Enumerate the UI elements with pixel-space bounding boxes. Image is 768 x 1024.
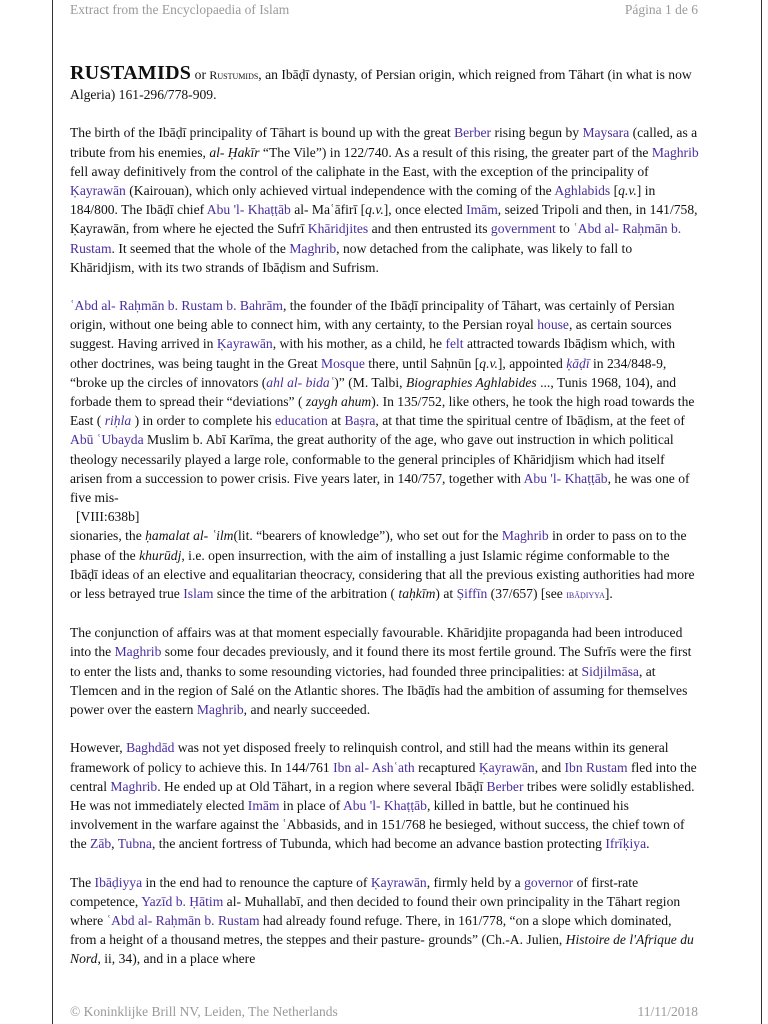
text-run: ] in 184/800. The Ibāḍī chief xyxy=(70,183,656,218)
text-run: , the ancient fortress of Tubunda, which had become an advance bastion protecting xyxy=(151,836,606,852)
text-run: fell away definitively from the control of the caliphate in the East, with the exception of the principality of xyxy=(70,163,649,179)
cross-reference-link[interactable]: Berber xyxy=(454,125,492,141)
cross-reference-link[interactable]: Sidjilmāsa xyxy=(581,663,639,679)
text-run: (37/657) [see xyxy=(487,586,567,602)
variant-prefix: or xyxy=(194,67,206,82)
text-run: ) in order to complete his xyxy=(131,413,276,429)
text-run: some four decades previously, and it found there its most fertile ground. The Sufrīs were the first to enter the lists and, thanks to some resounding victories, had founded three principalities: at xyxy=(70,644,692,679)
cross-reference-link[interactable]: Berber xyxy=(486,778,524,794)
cross-reference-link[interactable]: Baghdād xyxy=(126,740,175,756)
text-run: al- Muhallabī, and then decided to found their own principality in the Tāhart region where xyxy=(70,893,681,928)
cross-reference-link[interactable]: Tubna xyxy=(117,836,152,852)
cross-reference-link[interactable]: Imām xyxy=(247,797,280,813)
text-run: , i.e. open insurrection, with the aim of installing a just Islamic régime conformable to the Ibāḍī ideas of an elective and equalitarian theocracy, considering that all the previous existing authorities had more or less betrayed true xyxy=(70,547,695,602)
paragraph-1 xyxy=(70,123,700,277)
intro-text: , an Ibāḍī dynasty, of Persian origin, which reigned from Tāhart (in what is now Algeria) 161-296/778-909. xyxy=(70,67,692,103)
paragraph-5 xyxy=(70,873,700,969)
cross-reference-link[interactable]: education xyxy=(275,413,328,429)
text-run: recaptured xyxy=(414,759,479,775)
variant-name: Rustumids xyxy=(209,68,259,82)
text-run: However, xyxy=(70,740,127,756)
text-run: tribes were solidly established. He was not immediately elected xyxy=(70,778,695,813)
cross-reference-link[interactable]: Ibn Rustam xyxy=(564,759,628,775)
text-run: (called, as a tribute from his enemies, xyxy=(70,125,698,160)
cross-reference-link[interactable]: ʿAbd al- Raḥmān b. Rustam xyxy=(70,221,682,256)
text-run: , at Tlemcen and in the region of Salé on the Atlantic shores. The Ibāḍīs had the ambition of assuming for themselves power over the eastern xyxy=(70,663,688,718)
source-title: Extract from the Encyclopaedia of Islam xyxy=(70,2,290,17)
text-run: , as certain sources suggest. Having arrived in xyxy=(70,317,672,352)
italic-term: Biographies Aghlabides xyxy=(405,374,537,390)
cross-reference-link[interactable]: Abu 'l- Khaṭṭāb xyxy=(342,797,427,813)
cross-reference-link[interactable]: Baṣra xyxy=(344,413,376,429)
cross-reference-link[interactable]: Maghrib xyxy=(501,528,549,544)
cross-reference-link[interactable]: Maysara xyxy=(582,125,630,141)
cross-reference-link[interactable]: Abū ʿUbayda xyxy=(70,432,144,448)
italic-term: q.v. xyxy=(479,355,498,371)
paragraph-3 xyxy=(70,623,700,719)
italic-term: zaygh ahum xyxy=(305,394,372,410)
text-run: (Kairouan), which only achieved virtual independence with the coming of the xyxy=(125,183,555,199)
copyright-notice: © Koninklijke Brill NV, Leiden, The Netherlands xyxy=(70,1004,338,1019)
running-footer xyxy=(70,1004,698,1024)
text-run: rising begun by xyxy=(491,125,583,141)
cross-reference-link[interactable]: Yazīd b. Ḥātim xyxy=(141,893,224,909)
text-run: ..., Tunis 1968, 104), and forbade them to spread their “deviations” ( xyxy=(70,374,677,410)
cross-reference-link[interactable]: Maghrib xyxy=(114,644,162,660)
cross-reference-link[interactable]: Ḳayrawān xyxy=(216,336,273,352)
cross-reference-link[interactable]: ḳāḍī xyxy=(566,355,590,371)
text-run: , ii, 34), and in a place where xyxy=(97,951,256,967)
text-run: . xyxy=(646,836,650,852)
paragraph-2-part-2 xyxy=(70,528,695,601)
print-date: 11/11/2018 xyxy=(637,1004,698,1019)
cross-reference-link[interactable]: Maghrib xyxy=(196,702,244,718)
text-run: in order to pass on to the phase of the xyxy=(70,528,687,563)
cross-reference-link[interactable]: Ibāḍiyya xyxy=(94,874,143,890)
cross-reference-link[interactable]: Zāb xyxy=(90,836,112,852)
text-run: since the time of the arbitration ( xyxy=(213,586,399,602)
text-run: . He ended up at Old Tāhart, in a region where several Ibāḍī xyxy=(157,778,487,794)
cross-reference-link[interactable]: Aghlabids xyxy=(554,183,611,199)
paragraph-2-part-1 xyxy=(70,298,694,505)
cross-reference-link[interactable]: Ṣiffīn xyxy=(456,586,488,602)
cross-reference-link[interactable]: Maghrib xyxy=(289,240,337,256)
italic-term: q.v. xyxy=(365,202,384,218)
running-header xyxy=(70,2,698,20)
cross-reference-link[interactable]: ibāḍiyya xyxy=(566,587,605,602)
text-run: , xyxy=(111,836,118,852)
text-run: , and nearly succeeded. xyxy=(243,702,371,718)
italic-term: Histoire de l'Afrique du Nord xyxy=(70,932,694,967)
cross-reference-link[interactable]: Imām xyxy=(466,202,498,218)
text-run: there, until Saḥnūn [ xyxy=(364,355,480,371)
text-run: , and xyxy=(534,759,565,775)
text-run: ], once elected xyxy=(383,202,467,218)
cross-reference-link[interactable]: house xyxy=(537,317,569,333)
cross-reference-link[interactable]: Maghrib xyxy=(651,144,699,160)
italic-term: khurūdj xyxy=(139,547,182,563)
text-run: ], appointed xyxy=(497,355,567,371)
text-run: to xyxy=(555,221,574,237)
text-run: in place of xyxy=(279,797,343,813)
text-run: . It seemed that the whole of the xyxy=(111,240,290,256)
cross-reference-link[interactable]: Abu 'l- Khaṭṭāb xyxy=(523,470,608,486)
cross-reference-link[interactable]: Ḳayrawān xyxy=(370,874,427,890)
paragraph-4 xyxy=(70,738,700,853)
cross-reference-link[interactable]: Maghrib xyxy=(110,778,158,794)
paragraph-2 xyxy=(70,296,700,604)
text-run: had already found refuge. There, in 161/778, “on a slope which dominated, from a height of a thousand metres, the steppes and their pasture- grounds” (Ch.-A. Julien, xyxy=(70,912,672,948)
cross-reference-link[interactable]: ahl al- bidaʿ xyxy=(266,374,335,390)
text-run: at xyxy=(327,413,345,429)
text-run: , with his mother, as a child, he xyxy=(272,336,446,352)
headword: RUSTAMIDS xyxy=(70,62,192,84)
cross-reference-link[interactable]: government xyxy=(490,221,556,237)
text-run: in the end had to renounce the capture of xyxy=(142,874,371,890)
italic-term: taḥkīm xyxy=(398,586,436,602)
page-indicator: Página 1 de 6 xyxy=(624,2,698,17)
cross-reference-link[interactable]: Ḳayrawān xyxy=(70,183,126,199)
text-run: fled into the central xyxy=(70,759,697,794)
text-run: “The Vile”) in 122/740. As a result of this rising, the greater part of the xyxy=(259,144,652,160)
text-run: The conjunction of affairs was at that moment especially favourable. Khāridjite propaganda had been introduced into the xyxy=(70,625,683,660)
text-run: attracted towards Ibāḍism which, with other doctrines, was being taught in the Great xyxy=(70,336,675,371)
text-run: ]. xyxy=(604,586,613,602)
cross-reference-link[interactable]: Ḳayrawān xyxy=(478,759,535,775)
article-intro xyxy=(70,64,700,104)
cross-reference-link[interactable]: Islam xyxy=(183,586,214,602)
cross-reference-link[interactable]: governor xyxy=(524,874,574,890)
article-body xyxy=(70,64,700,988)
cross-reference-link[interactable]: Ifrīḳiya xyxy=(605,836,647,852)
text-run: , at that time the spiritual centre of Ibāḍism, at the feet of xyxy=(375,413,685,429)
text-run: was not yet disposed freely to relinquish control, and still had the means within its general framework of policy to achieve this. In 144/761 xyxy=(70,740,669,775)
text-run: of first-rate competence, xyxy=(70,874,639,909)
text-run: , firmly held by a xyxy=(426,874,525,890)
text-run: , killed in battle, but he continued his involvement in the warfare against the ʿAbbasids, and in 151/768 he besieged, without success, the chief town of the xyxy=(70,797,685,852)
italic-term: al- Ḥakīr xyxy=(209,144,260,160)
text-run: ) at xyxy=(435,586,457,602)
text-run: , now detached from the caliphate, was likely to fall to Khāridjism, with its two strands of Ibāḍism and Sufrism. xyxy=(70,240,633,275)
text-run: and then entrusted its xyxy=(368,221,491,237)
text-run: [ xyxy=(610,183,619,199)
text-run: in 234/848-9, “broke up the circles of innovators ( xyxy=(70,355,667,390)
text-run: , the founder of the Ibāḍī principality of Tāhart, was certainly of Persian origin, without one being able to connect him, with any certainty, to the Persian royal xyxy=(70,298,675,333)
cross-reference-link[interactable]: Khāridjites xyxy=(307,221,369,237)
folio-marker: [VIII:638b] xyxy=(76,509,140,525)
italic-term: ḥamalat al- ʿilm xyxy=(145,528,234,544)
cross-reference-link[interactable]: riḥla xyxy=(104,413,132,429)
cross-reference-link[interactable]: Mosque xyxy=(321,355,365,371)
text-run: sionaries, the xyxy=(70,528,146,544)
text-run: , seized Tripoli and then, in 141/758, Ḳayrawān, from where he ejected the Sufrī xyxy=(70,202,698,237)
text-run: The xyxy=(70,874,95,890)
italic-term: q.v. xyxy=(618,183,637,199)
text-run: ). In 135/752, like others, he took the high road towards the East ( xyxy=(70,394,695,429)
text-run: al- Maʿāfirī [ xyxy=(290,202,366,218)
text-run: , he was one of five mis- xyxy=(70,470,690,506)
text-run: (lit. “bearers of knowledge”), who set out for the xyxy=(233,528,502,544)
cross-reference-link[interactable]: Ibn al- Ashʿath xyxy=(333,759,415,775)
cross-reference-link[interactable]: ʿAbd al- Raḥmān b. Rustam xyxy=(106,912,260,928)
cross-reference-link[interactable]: ʿAbd al- Raḥmān b. Rustam b. Bahrām xyxy=(70,298,283,314)
text-run: Muslim b. Abī Karīma, the great authority of the age, who gave out instruction in which political theology necessarily played a large role, conformable to the general principles of Khāridjism which had itself arisen from a succession to power crisis. Five years later, in 140/757, together with xyxy=(70,432,674,486)
text-run: The birth of the Ibāḍī principality of Tāhart is bound up with the great xyxy=(70,125,455,141)
text-run: )” (M. Talbi, xyxy=(334,374,406,390)
cross-reference-link[interactable]: felt xyxy=(445,336,464,352)
cross-reference-link[interactable]: Abu 'l- Khaṭṭāb xyxy=(206,202,291,218)
